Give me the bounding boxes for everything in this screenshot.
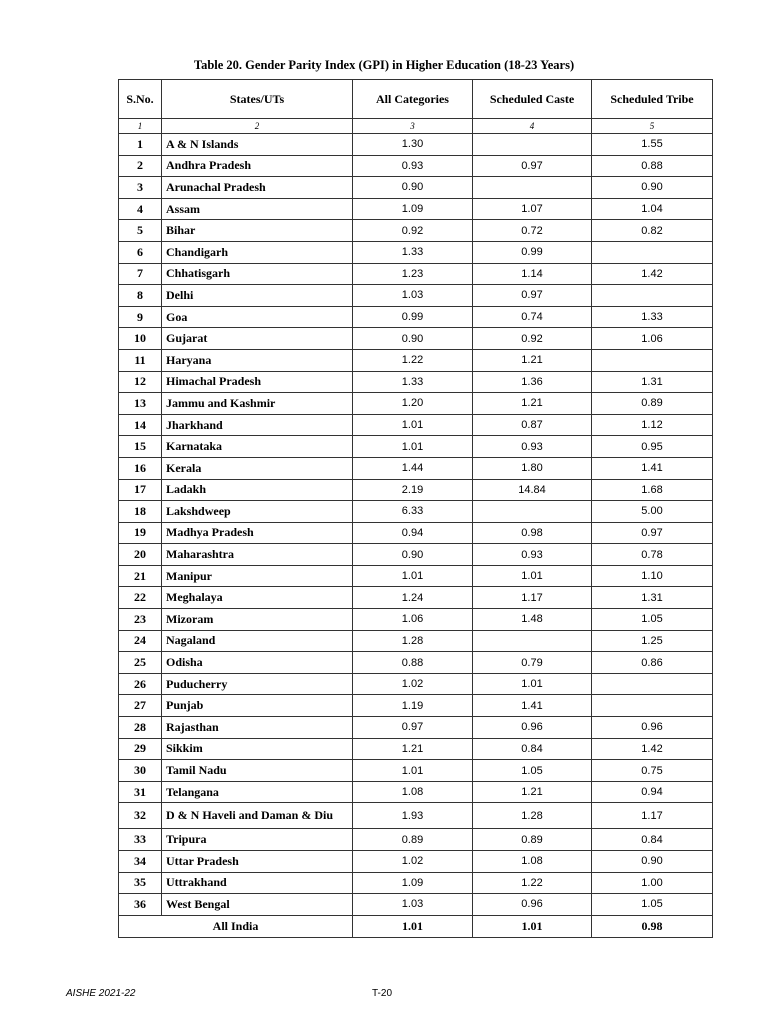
cell-state: Jharkhand [162,414,353,436]
cell-state: Chandigarh [162,241,353,263]
table-row [119,738,713,760]
cell-all-categories: 0.90 [353,328,473,350]
cell-state: Manipur [162,565,353,587]
table-row [119,198,713,220]
column-number: 2 [162,119,353,134]
cell-sno: 12 [119,371,162,393]
cell-state: Arunachal Pradesh [162,177,353,199]
cell-scheduled-tribe: 1.06 [592,328,713,350]
cell-state: Uttar Pradesh [162,851,353,873]
cell-state: Puducherry [162,673,353,695]
cell-scheduled-tribe [592,673,713,695]
all-india-scheduled-tribe: 0.98 [592,915,713,937]
all-india-scheduled-caste: 1.01 [473,915,592,937]
cell-scheduled-tribe: 0.82 [592,220,713,242]
cell-scheduled-caste: 1.48 [473,609,592,631]
cell-all-categories: 0.92 [353,220,473,242]
column-number: 5 [592,119,713,134]
table-row [119,263,713,285]
table-row [119,457,713,479]
cell-sno: 16 [119,457,162,479]
cell-scheduled-caste: 0.89 [473,829,592,851]
cell-state: Haryana [162,349,353,371]
table-row [119,134,713,156]
cell-sno: 33 [119,829,162,851]
cell-state: Tamil Nadu [162,760,353,782]
cell-state: Goa [162,306,353,328]
cell-sno: 36 [119,894,162,916]
cell-all-categories: 6.33 [353,501,473,523]
table-row [119,393,713,415]
table-row [119,371,713,393]
cell-sno: 4 [119,198,162,220]
cell-state: Chhatisgarh [162,263,353,285]
table-row [119,717,713,739]
cell-sno: 26 [119,673,162,695]
table-row [119,220,713,242]
cell-scheduled-tribe: 1.05 [592,894,713,916]
cell-all-categories: 0.90 [353,544,473,566]
cell-scheduled-caste: 1.28 [473,803,592,829]
header-scheduled-caste: Scheduled Caste [473,80,592,119]
cell-all-categories: 2.19 [353,479,473,501]
cell-scheduled-caste: 0.97 [473,285,592,307]
column-number: 4 [473,119,592,134]
cell-scheduled-caste: 1.14 [473,263,592,285]
table-row [119,306,713,328]
cell-all-categories: 1.19 [353,695,473,717]
cell-all-categories: 1.01 [353,760,473,782]
cell-state: Maharashtra [162,544,353,566]
cell-state: Nagaland [162,630,353,652]
cell-all-categories: 1.28 [353,630,473,652]
table-row [119,829,713,851]
cell-all-categories: 1.01 [353,436,473,458]
cell-all-categories: 1.33 [353,371,473,393]
table-row [119,328,713,350]
cell-scheduled-caste: 1.21 [473,781,592,803]
header-sno: S.No. [119,80,162,119]
table-row [119,177,713,199]
cell-all-categories: 1.21 [353,738,473,760]
cell-scheduled-caste: 1.05 [473,760,592,782]
cell-sno: 29 [119,738,162,760]
cell-sno: 32 [119,803,162,829]
cell-all-categories: 0.89 [353,829,473,851]
cell-scheduled-caste: 1.01 [473,673,592,695]
cell-sno: 31 [119,781,162,803]
cell-scheduled-caste [473,177,592,199]
table-row [119,414,713,436]
cell-state: Ladakh [162,479,353,501]
table-body [119,134,713,916]
cell-sno: 27 [119,695,162,717]
cell-scheduled-caste: 1.41 [473,695,592,717]
cell-state: Tripura [162,829,353,851]
cell-scheduled-tribe: 0.88 [592,155,713,177]
cell-scheduled-tribe: 1.68 [592,479,713,501]
cell-scheduled-caste: 0.84 [473,738,592,760]
cell-all-categories: 1.01 [353,565,473,587]
cell-sno: 20 [119,544,162,566]
cell-sno: 11 [119,349,162,371]
cell-state: Sikkim [162,738,353,760]
cell-sno: 24 [119,630,162,652]
cell-scheduled-caste: 0.96 [473,894,592,916]
cell-scheduled-tribe: 1.55 [592,134,713,156]
cell-scheduled-caste: 1.01 [473,565,592,587]
column-number: 1 [119,119,162,134]
table-row [119,587,713,609]
cell-scheduled-tribe: 1.12 [592,414,713,436]
cell-scheduled-tribe: 1.10 [592,565,713,587]
cell-scheduled-caste: 1.08 [473,851,592,873]
footer-source: AISHE 2021-22 [66,988,136,999]
table-row [119,872,713,894]
cell-all-categories: 0.94 [353,522,473,544]
cell-sno: 25 [119,652,162,674]
cell-state: Punjab [162,695,353,717]
cell-scheduled-tribe: 5.00 [592,501,713,523]
cell-scheduled-caste: 0.96 [473,717,592,739]
cell-scheduled-caste: 0.98 [473,522,592,544]
cell-scheduled-caste: 0.87 [473,414,592,436]
cell-state: Odisha [162,652,353,674]
cell-sno: 3 [119,177,162,199]
cell-scheduled-caste: 0.93 [473,436,592,458]
cell-scheduled-tribe: 0.90 [592,851,713,873]
cell-scheduled-tribe: 0.95 [592,436,713,458]
cell-all-categories: 1.09 [353,872,473,894]
cell-scheduled-tribe: 0.78 [592,544,713,566]
cell-state: Gujarat [162,328,353,350]
cell-scheduled-tribe [592,285,713,307]
cell-sno: 34 [119,851,162,873]
cell-all-categories: 1.06 [353,609,473,631]
page-number: T-20 [372,988,393,999]
table-row [119,241,713,263]
all-india-label: All India [119,915,353,937]
cell-state: Jammu and Kashmir [162,393,353,415]
cell-sno: 8 [119,285,162,307]
cell-scheduled-caste: 1.36 [473,371,592,393]
all-india-all-categories: 1.01 [353,915,473,937]
cell-all-categories: 1.20 [353,393,473,415]
cell-scheduled-caste: 1.80 [473,457,592,479]
cell-state: Rajasthan [162,717,353,739]
cell-state: Bihar [162,220,353,242]
column-number: 3 [353,119,473,134]
cell-state: Uttrakhand [162,872,353,894]
cell-scheduled-tribe: 0.94 [592,781,713,803]
cell-scheduled-tribe: 1.42 [592,738,713,760]
table-title: Table 20. Gender Parity Index (GPI) in Higher Education (18-23 Years) [193,58,575,72]
cell-scheduled-tribe: 1.17 [592,803,713,829]
cell-sno: 18 [119,501,162,523]
cell-all-categories: 1.02 [353,673,473,695]
cell-state: Assam [162,198,353,220]
cell-sno: 1 [119,134,162,156]
cell-state: Karnataka [162,436,353,458]
cell-state: Telangana [162,781,353,803]
cell-scheduled-caste: 0.74 [473,306,592,328]
cell-state: Mizoram [162,609,353,631]
table-row [119,501,713,523]
cell-all-categories: 1.09 [353,198,473,220]
cell-all-categories: 1.03 [353,894,473,916]
cell-scheduled-caste: 0.92 [473,328,592,350]
cell-state: Himachal Pradesh [162,371,353,393]
cell-state: A & N Islands [162,134,353,156]
cell-scheduled-caste: 0.93 [473,544,592,566]
cell-state: Kerala [162,457,353,479]
cell-all-categories: 1.44 [353,457,473,479]
cell-all-categories: 1.01 [353,414,473,436]
table-row [119,522,713,544]
table-row [119,894,713,916]
cell-sno: 15 [119,436,162,458]
table-row [119,479,713,501]
cell-state: Delhi [162,285,353,307]
table-row [119,673,713,695]
cell-state: D & N Haveli and Daman & Diu [162,803,353,829]
cell-sno: 23 [119,609,162,631]
cell-sno: 17 [119,479,162,501]
cell-all-categories: 0.99 [353,306,473,328]
cell-sno: 30 [119,760,162,782]
cell-sno: 19 [119,522,162,544]
cell-scheduled-caste [473,630,592,652]
cell-scheduled-tribe [592,241,713,263]
cell-scheduled-caste: 0.72 [473,220,592,242]
cell-sno: 21 [119,565,162,587]
cell-scheduled-tribe: 0.75 [592,760,713,782]
cell-scheduled-tribe: 1.04 [592,198,713,220]
cell-state: Andhra Pradesh [162,155,353,177]
cell-all-categories: 0.93 [353,155,473,177]
cell-sno: 13 [119,393,162,415]
cell-scheduled-tribe: 1.00 [592,872,713,894]
gpi-table [118,79,713,938]
cell-scheduled-tribe: 1.05 [592,609,713,631]
table-row [119,155,713,177]
cell-state: Lakshdweep [162,501,353,523]
cell-scheduled-tribe: 0.89 [592,393,713,415]
table-row [119,436,713,458]
cell-scheduled-tribe: 1.42 [592,263,713,285]
cell-sno: 6 [119,241,162,263]
cell-scheduled-tribe: 0.86 [592,652,713,674]
cell-all-categories: 0.97 [353,717,473,739]
table-row [119,851,713,873]
cell-scheduled-tribe: 0.90 [592,177,713,199]
cell-scheduled-tribe: 1.33 [592,306,713,328]
cell-all-categories: 1.23 [353,263,473,285]
cell-scheduled-tribe: 0.96 [592,717,713,739]
table-row [119,565,713,587]
table-row [119,760,713,782]
column-number-row [119,119,713,134]
cell-scheduled-caste: 14.84 [473,479,592,501]
cell-scheduled-tribe: 1.25 [592,630,713,652]
cell-sno: 5 [119,220,162,242]
cell-scheduled-tribe: 0.97 [592,522,713,544]
cell-scheduled-tribe: 1.41 [592,457,713,479]
cell-scheduled-caste [473,501,592,523]
cell-all-categories: 1.22 [353,349,473,371]
cell-scheduled-caste: 1.07 [473,198,592,220]
table-row [119,652,713,674]
cell-scheduled-caste: 0.99 [473,241,592,263]
cell-all-categories: 0.90 [353,177,473,199]
cell-all-categories: 1.33 [353,241,473,263]
cell-sno: 14 [119,414,162,436]
cell-scheduled-caste: 1.21 [473,393,592,415]
cell-all-categories: 1.03 [353,285,473,307]
header-scheduled-tribe: Scheduled Tribe [592,80,713,119]
table-row [119,609,713,631]
cell-scheduled-caste: 1.21 [473,349,592,371]
cell-scheduled-caste: 1.22 [473,872,592,894]
header-states: States/UTs [162,80,353,119]
cell-sno: 9 [119,306,162,328]
cell-scheduled-tribe [592,349,713,371]
header-all-categories: All Categories [353,80,473,119]
cell-scheduled-tribe: 1.31 [592,371,713,393]
cell-all-categories: 1.08 [353,781,473,803]
cell-sno: 7 [119,263,162,285]
cell-scheduled-caste: 0.79 [473,652,592,674]
all-india-row [119,915,713,937]
cell-sno: 28 [119,717,162,739]
cell-all-categories: 1.02 [353,851,473,873]
table-row [119,349,713,371]
table-row [119,630,713,652]
header-row [119,80,713,119]
table-row [119,544,713,566]
cell-sno: 35 [119,872,162,894]
cell-all-categories: 1.93 [353,803,473,829]
cell-state: Madhya Pradesh [162,522,353,544]
cell-sno: 22 [119,587,162,609]
cell-all-categories: 0.88 [353,652,473,674]
cell-sno: 2 [119,155,162,177]
table-row [119,803,713,829]
cell-scheduled-caste: 0.97 [473,155,592,177]
cell-scheduled-tribe [592,695,713,717]
table-row [119,695,713,717]
cell-scheduled-caste [473,134,592,156]
table-row [119,781,713,803]
cell-sno: 10 [119,328,162,350]
cell-all-categories: 1.24 [353,587,473,609]
cell-all-categories: 1.30 [353,134,473,156]
cell-scheduled-tribe: 0.84 [592,829,713,851]
cell-scheduled-caste: 1.17 [473,587,592,609]
cell-state: West Bengal [162,894,353,916]
cell-scheduled-tribe: 1.31 [592,587,713,609]
table-row [119,285,713,307]
cell-state: Meghalaya [162,587,353,609]
